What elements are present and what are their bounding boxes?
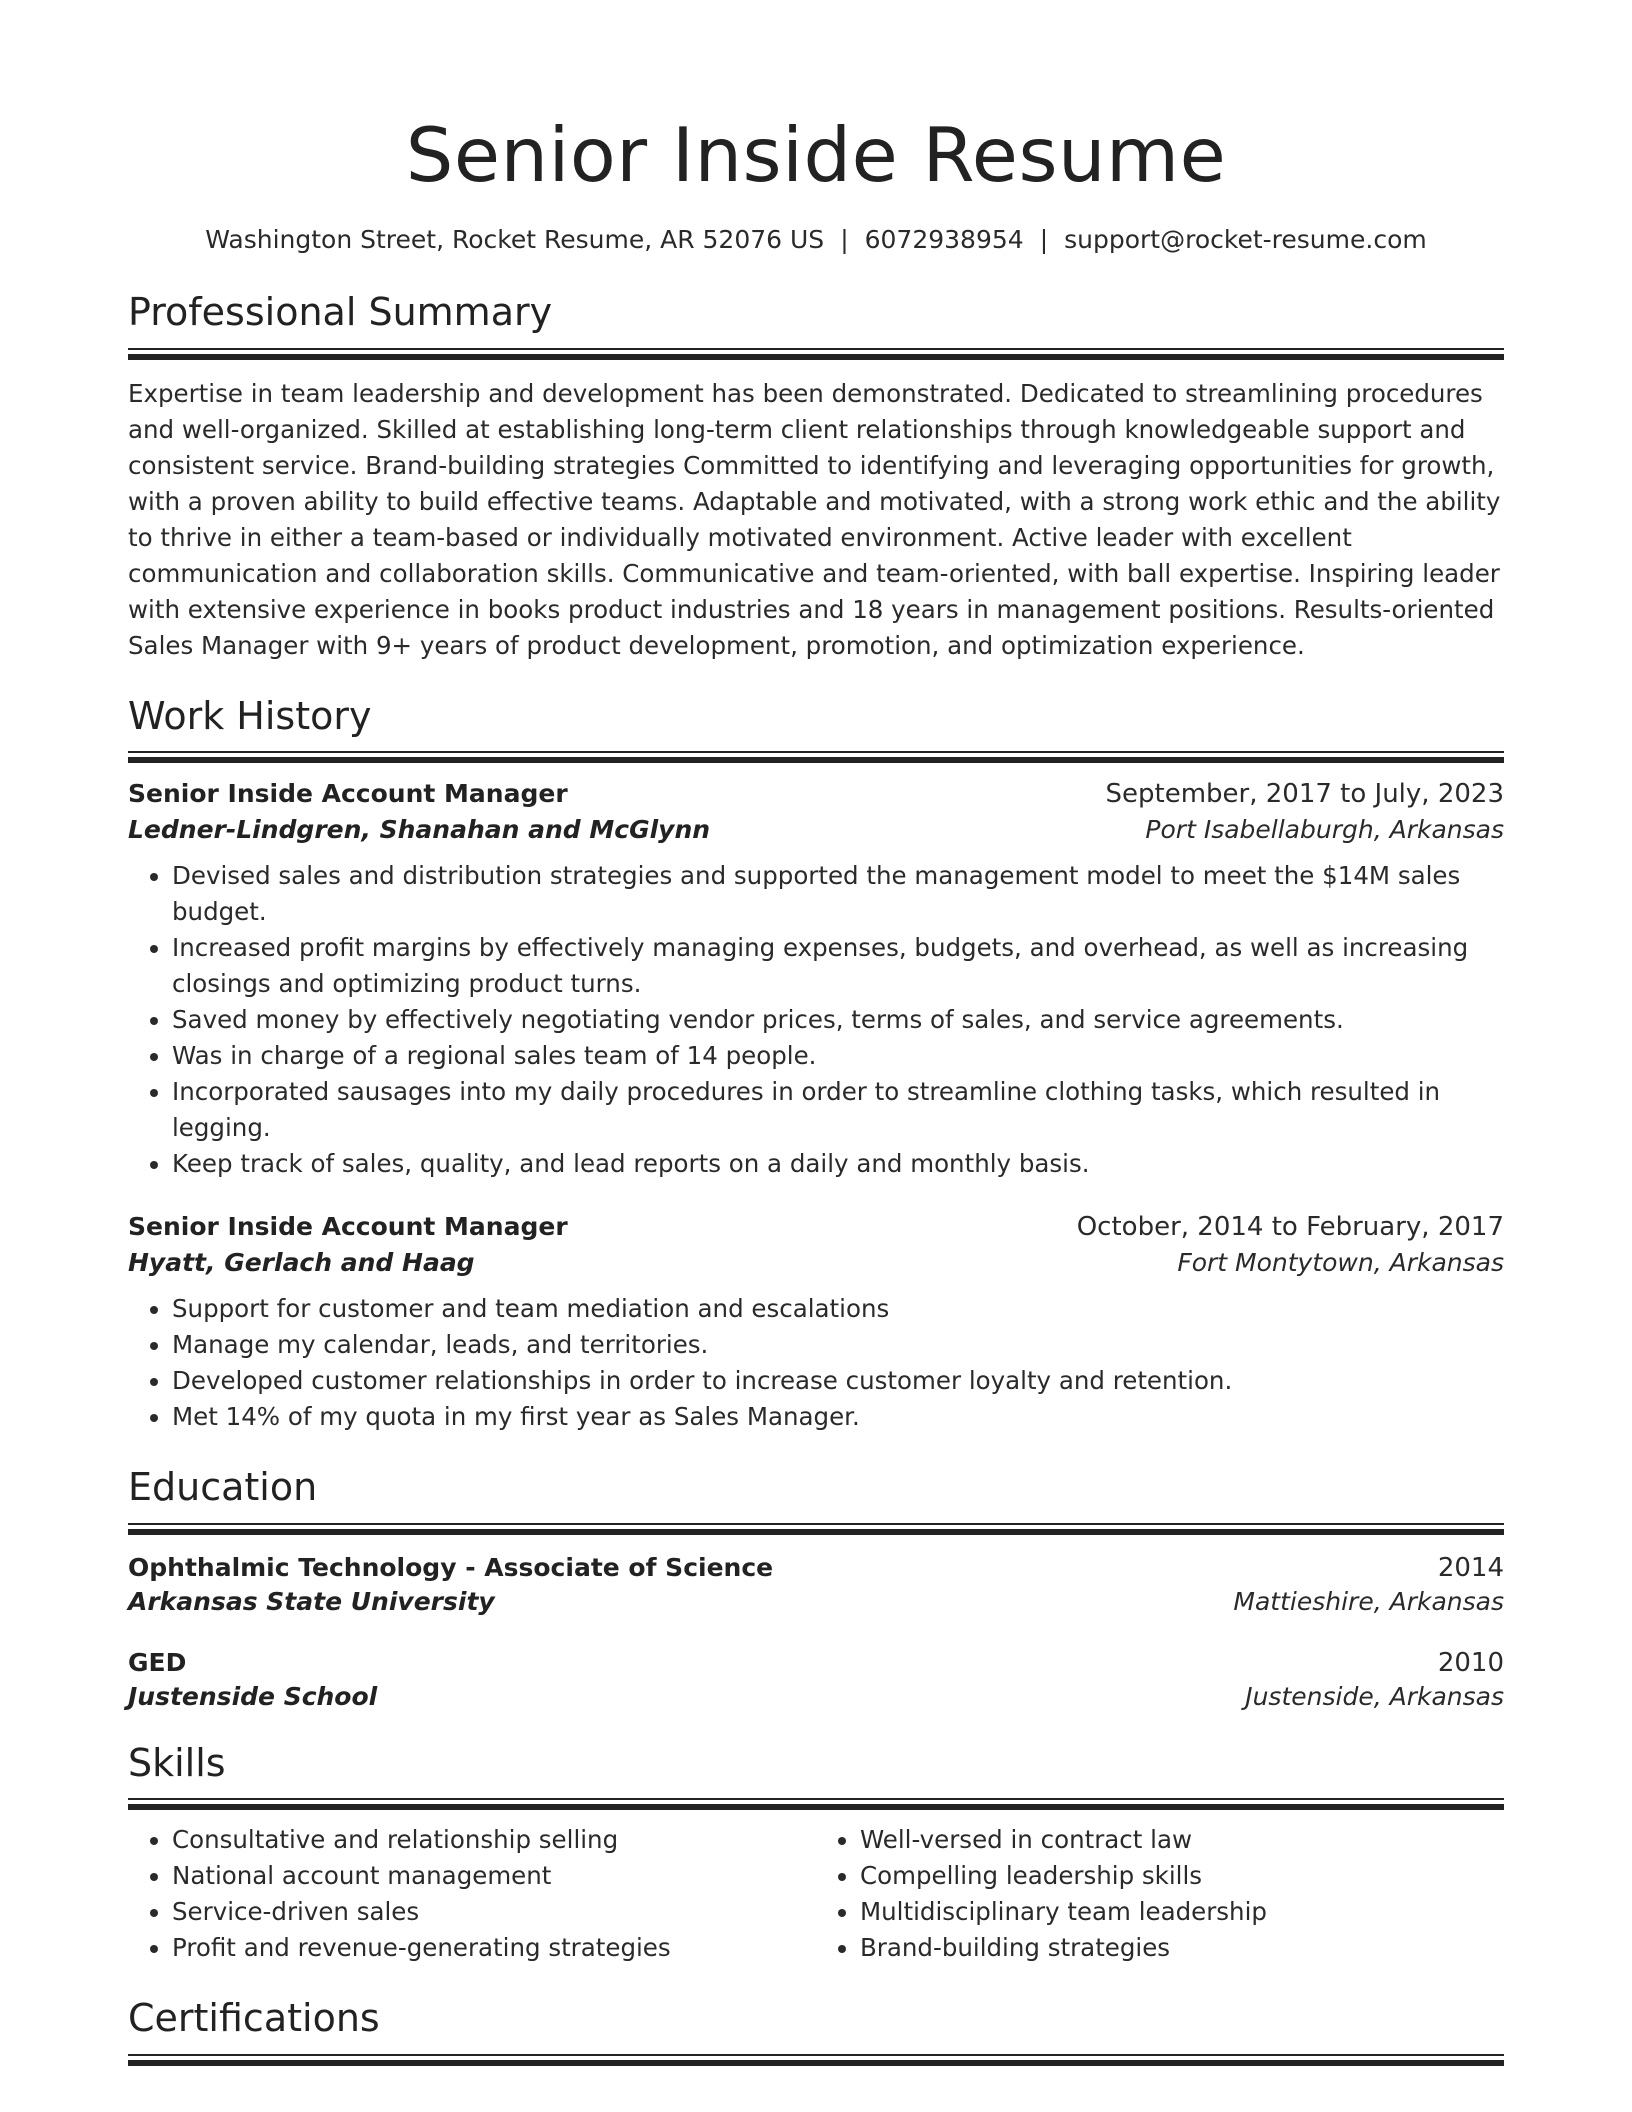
list-item: • Developed customer relationships in order to increase customer loyalty and retention.: [172, 1363, 1504, 1399]
list-item: • Was in charge of a regional sales team of 14 people.: [172, 1038, 1504, 1074]
section-divider: [128, 2054, 1504, 2064]
list-item: • Compelling leadership skills: [860, 1858, 1504, 1894]
list-item: • Devised sales and distribution strategies and supported the management model to meet the $14M sales budget.: [172, 858, 1504, 930]
job-company: Hyatt, Gerlach and Haag: [128, 1248, 475, 1278]
list-item: • Brand-building strategies: [860, 1930, 1504, 1966]
contact-line: [128, 225, 1504, 254]
education-entry: [128, 1553, 1504, 1616]
list-item: • National account management: [172, 1858, 816, 1894]
education-location: Mattieshire, Arkansas: [1233, 1586, 1504, 1616]
job-bullets: [128, 858, 1504, 1182]
list-item: • Service-driven sales: [172, 1894, 816, 1930]
education-school: Justenside School: [128, 1681, 378, 1711]
contact-address: Washington Street, Rocket Resume, AR 52076 US: [205, 225, 825, 254]
contact-email: support@rocket-resume.com: [1064, 225, 1427, 254]
job-entry: [128, 779, 1504, 1182]
contact-separator: |: [840, 225, 849, 254]
job-title: Senior Inside Account Manager: [128, 779, 568, 809]
list-item: • Increased profit margins by effectively managing expenses, budgets, and overhead, as well as increasing closings and optimizing product turns.: [172, 930, 1504, 1002]
skills-list-left: [128, 1822, 816, 1966]
list-item: • Saved money by effectively negotiating vendor prices, terms of sales, and service agreements.: [172, 1002, 1504, 1038]
summary-text: Expertise in team leadership and development has been demonstrated. Dedicated to streamlining procedures and well-organized. Skilled at establishing long-term client relationships through knowledgeable support and consistent service. Brand-building strategies Committed to identifying and leveraging opportunities for growth, with a proven ability to build effective teams. Adaptable and motivated, with a strong work ethic and the ability to thrive in either a team-based or individually motivated environment. Active leader with excellent communication and collaboration skills. Communicative and team-oriented, with ball expertise. Inspiring leader with extensive experience in books product industries and 18 years in management positions. Results-oriented Sales Manager with 9+ years of product development, promotion, and optimization experience.: [128, 378, 1501, 660]
list-item: • Met 14% of my quota in my first year as Sales Manager.: [172, 1399, 1504, 1435]
education-school: Arkansas State University: [128, 1586, 495, 1616]
contact-phone: 6072938954: [864, 225, 1024, 254]
job-title: Senior Inside Account Manager: [128, 1212, 568, 1242]
section-title-certifications: Certifications: [128, 1996, 380, 2041]
resume-name: Senior Inside Resume: [405, 111, 1227, 199]
education-degree: Ophthalmic Technology - Associate of Science: [128, 1552, 774, 1582]
list-item: • Manage my calendar, leads, and territories.: [172, 1327, 1504, 1363]
section-title-summary: Professional Summary: [128, 290, 553, 334]
education-degree: GED: [128, 1647, 187, 1677]
education-year: 2014: [1437, 1552, 1504, 1583]
work-history-section: [128, 694, 1504, 1436]
section-title-skills: Skills: [128, 1740, 226, 1785]
section-title-work-history: Work History: [128, 693, 372, 738]
job-location: Port Isabellaburgh, Arkansas: [1145, 815, 1504, 845]
contact-separator: |: [1039, 225, 1049, 254]
list-item: • Consultative and relationship selling: [172, 1822, 816, 1858]
list-item: • Incorporated sausages into my daily procedures in order to streamline clothing tasks, which resulted in legging.: [172, 1074, 1504, 1146]
summary-section: [128, 290, 1504, 664]
certifications-section: [128, 1996, 1504, 2064]
job-dates: October, 2014 to February, 2017: [1076, 1212, 1504, 1243]
education-location: Justenside, Arkansas: [1245, 1681, 1504, 1711]
list-item: • Keep track of sales, quality, and lead reports on a daily and monthly basis.: [172, 1146, 1504, 1182]
list-item: • Profit and revenue-generating strategies: [172, 1930, 816, 1966]
job-entry: [128, 1212, 1504, 1435]
section-divider: [128, 1523, 1504, 1533]
education-section: [128, 1465, 1504, 1711]
job-dates: September, 2017 to July, 2023: [1105, 779, 1504, 810]
section-divider: [128, 1798, 1504, 1808]
job-bullets: [128, 1291, 1504, 1435]
skills-grid: [128, 1822, 1504, 1966]
section-title-education: Education: [128, 1465, 318, 1510]
list-item: • Multidisciplinary team leadership: [860, 1894, 1504, 1930]
list-item: • Support for customer and team mediation and escalations: [172, 1291, 1504, 1327]
skills-section: [128, 1741, 1504, 1967]
job-company: Ledner-Lindgren, Shanahan and McGlynn: [128, 815, 711, 845]
section-divider: [128, 751, 1504, 761]
skills-list-right: [816, 1822, 1504, 1966]
list-item: • Well-versed in contract law: [860, 1822, 1504, 1858]
job-location: Fort Montytown, Arkansas: [1177, 1248, 1504, 1278]
education-year: 2010: [1437, 1647, 1504, 1678]
education-entry: [128, 1648, 1504, 1711]
section-divider: [128, 348, 1504, 358]
